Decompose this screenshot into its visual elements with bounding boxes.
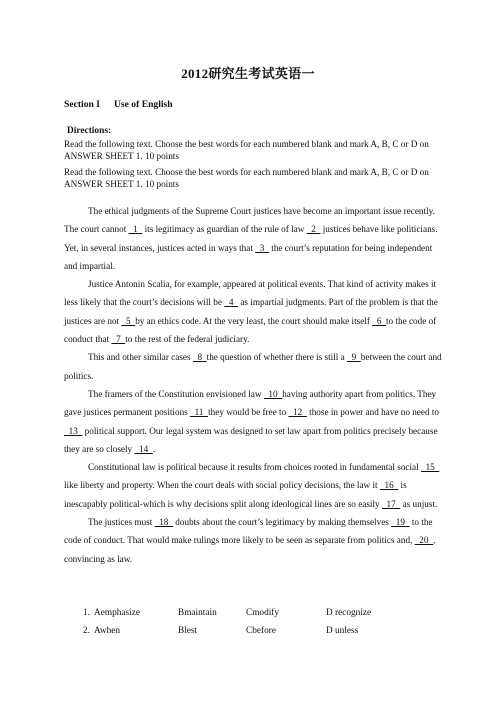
- directions-heading: Directions:: [67, 126, 112, 136]
- option-c: Cbefore: [246, 626, 276, 636]
- answer-blank: 16: [379, 480, 399, 491]
- option-row: [64, 604, 396, 622]
- passage-text: justices behave like politicians. Yet, in several instances, justices acted in ways that: [64, 224, 438, 253]
- passage-text: they would be free to: [208, 407, 289, 418]
- section-heading: [64, 99, 173, 110]
- passage-text: , convincing as law.: [64, 535, 436, 564]
- answer-blank: 20: [414, 535, 434, 546]
- answer-blank: 1: [128, 224, 143, 235]
- section-name: Use of English: [113, 99, 173, 110]
- passage-text: to the code of conduct. That would make rulings more likely to be seen as separate from politics and,: [64, 517, 433, 546]
- option-a: Awhen: [94, 626, 120, 636]
- option-c: Cmodify: [246, 608, 280, 618]
- answer-blank: 12: [288, 407, 307, 418]
- answer-blank: 7: [111, 334, 126, 345]
- passage-text: the court’s reputation for being independent and impartial.: [64, 242, 433, 271]
- passage-text: those in power and have no need to: [306, 407, 440, 418]
- answer-blank: 15: [420, 462, 440, 473]
- option-row: [64, 622, 396, 640]
- option-b: Blest: [178, 626, 198, 636]
- option-b: Bmaintain: [178, 608, 217, 618]
- directions-text-repeat: Read the following text. Choose the best words for each numbered blank and mark A, B, C or D on ANSWER SHEET 1. 10 points: [64, 167, 429, 189]
- passage-paragraph: [64, 275, 442, 348]
- answer-blank: 11: [190, 407, 209, 418]
- directions-text: Read the following text. Choose the best words for each numbered blank and mark A, B, C or D on ANSWER SHEET 1. 10 points: [64, 139, 429, 161]
- answer-blank: 10: [263, 388, 283, 399]
- answer-blank: 19: [391, 517, 410, 528]
- answer-blank: 6: [372, 315, 386, 326]
- passage-text: as impartial judgments. Part of the problem is that the justices are not: [64, 297, 438, 326]
- answer-blank: 5: [121, 315, 136, 326]
- passage-text: as unjust.: [400, 498, 438, 509]
- option-d: D unless: [326, 626, 359, 636]
- passage-text: by an ethics code. At the very least, the court should make itself: [135, 315, 373, 326]
- passage-text: Justice Antonin Scalia, for example, appeared at political events. That kind of activity makes it less likely that the court’s decisions will be: [64, 279, 437, 308]
- answer-blank: 8: [192, 352, 207, 363]
- answer-blank: 4: [224, 297, 239, 308]
- answer-blank: 14: [134, 443, 153, 454]
- answer-blank: 9: [347, 352, 361, 363]
- answer-blank: 2: [306, 224, 321, 235]
- answer-options: [64, 604, 396, 640]
- passage-text: to the rest of the federal judiciary.: [125, 334, 250, 345]
- passage-text: like liberty and property. When the court deals with social policy decisions, the law it: [64, 480, 380, 491]
- passage-paragraph: [64, 385, 442, 458]
- answer-blank: 17: [381, 498, 401, 509]
- page-title: 2012研究生考试英语一: [181, 66, 315, 81]
- passage-paragraph: [64, 513, 442, 568]
- option-d: D recognize: [326, 608, 372, 618]
- passage-text: between the court and politics.: [64, 352, 442, 381]
- question-number: 1.: [83, 608, 90, 618]
- answer-blank: 13: [64, 425, 83, 436]
- passage-text: is inescapably political-which is why decisions split along ideological lines are so easily: [64, 480, 407, 509]
- passage-text: The ethical judgments of the Supreme Court justices have become an important issue recently. The court cannot: [64, 206, 435, 235]
- answer-blank: 3: [255, 242, 269, 253]
- passage-paragraph: [64, 202, 442, 275]
- passage-text: This and other similar cases: [88, 352, 193, 363]
- passage-text: The justices must: [88, 517, 155, 528]
- passage-text: political support. Our legal system was designed to set law apart from politics precisely because they are so closely: [64, 425, 438, 454]
- passage-text: having authority apart from politics. They gave justices permanent positions: [64, 388, 437, 418]
- passage-text: to the code of conduct that: [64, 315, 437, 345]
- passage-text: Constitutional law is political because it results from choices rooted in fundamental social: [88, 462, 421, 473]
- passage-text: doubts about the court’s legitimacy by making themselves: [172, 517, 392, 528]
- passage-text: the question of whether there is still a: [206, 352, 347, 363]
- answer-blank: 18: [154, 517, 173, 528]
- passage-text: The framers of the Constitution envisioned law: [88, 388, 264, 399]
- passage-text: .: [152, 443, 156, 454]
- cloze-passage: [64, 202, 442, 568]
- passage-text: its legitimacy as guardian of the rule of law: [142, 224, 307, 235]
- passage-paragraph: [64, 458, 442, 513]
- option-a: Aemphasize: [94, 608, 140, 618]
- passage-paragraph: [64, 348, 442, 385]
- section-label: Section I: [64, 99, 100, 110]
- question-number: 2.: [83, 626, 90, 636]
